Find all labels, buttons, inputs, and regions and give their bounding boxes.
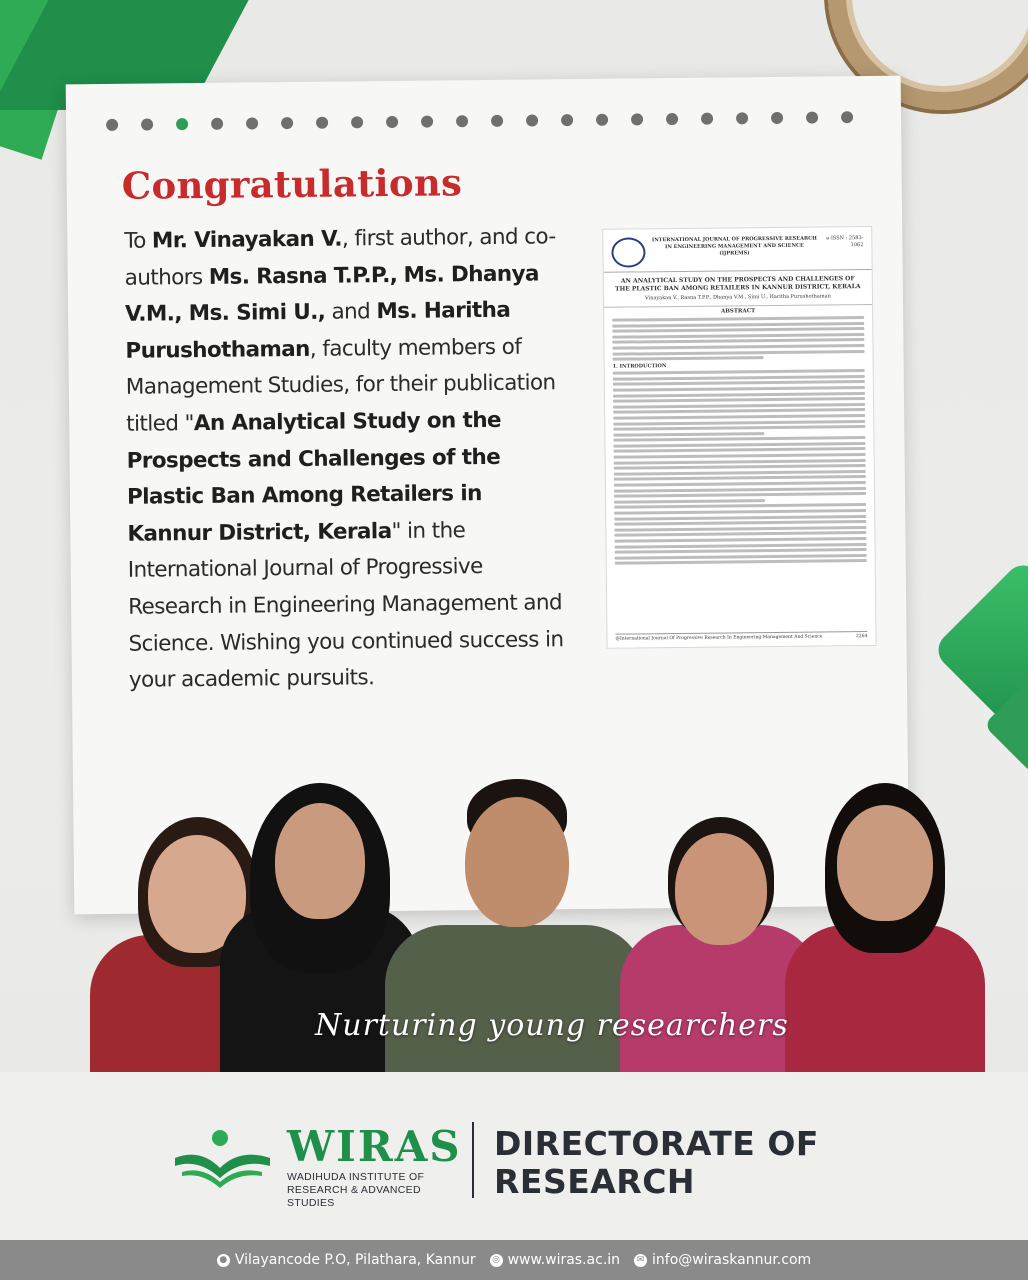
journal-abstract-label: ABSTRACT — [604, 304, 872, 316]
paper-hole — [666, 113, 678, 125]
journal-authors: Vinayakan V., Rasna T.P.P., Dhanya V.M., Simi U., Haritha Purushothaman — [645, 293, 831, 302]
tagline: Nurturing young researchers — [315, 1008, 789, 1043]
footer-address — [217, 1252, 476, 1268]
journal-footer — [615, 631, 867, 642]
paper-hole — [386, 116, 398, 128]
paper-hole — [771, 112, 783, 124]
brand-name: WIRAS — [287, 1122, 462, 1171]
paper-hole — [246, 117, 258, 129]
paper-hole — [281, 117, 293, 129]
footer-website[interactable] — [490, 1252, 620, 1268]
journal-footer-text: @International Journal Of Progressive Research In Engineering Management And Science — [615, 634, 823, 642]
message-text: To — [124, 228, 153, 254]
address-text: Vilayancode P.O, Pilathara, Kannur — [234, 1252, 476, 1268]
journal-header — [603, 227, 871, 273]
coauthor-name: Ms. Dhanya V.M., Ms. Simi U., — [124, 261, 539, 327]
paper-hole — [421, 116, 433, 128]
person-photo — [785, 775, 985, 1075]
journal-text-lines — [604, 313, 875, 571]
paper-hole — [736, 112, 748, 124]
paper-hole — [211, 118, 223, 130]
paper-hole — [561, 114, 573, 126]
paper-hole — [351, 116, 363, 128]
first-author-name: Mr. Vinayakan V. — [151, 226, 343, 254]
paper-hole — [526, 114, 538, 126]
congratulations-message — [124, 219, 574, 699]
paper-hole — [176, 118, 188, 130]
globe-icon: ◎ — [490, 1254, 503, 1267]
journal-page-number: 2264 — [856, 634, 868, 640]
paper-hole — [456, 115, 468, 127]
email-icon: ✉ — [634, 1254, 647, 1267]
journal-article-title: AN ANALYTICAL STUDY ON THE PROSPECTS AND CHALLENGES OF THE PLASTIC BAN AMONG RETAILERS IN KANNUR DISTRICT, KERALA — [615, 275, 861, 293]
coauthor-name: Ms. Haritha Purushothaman — [125, 297, 511, 364]
website-link[interactable]: www.wiras.ac.in — [507, 1252, 621, 1268]
paper-hole — [491, 115, 503, 127]
footer-email[interactable] — [634, 1252, 811, 1268]
paper-hole — [631, 113, 643, 125]
paper-holes — [106, 111, 853, 131]
department-title — [494, 1125, 819, 1201]
paper-hole — [106, 119, 118, 131]
email-link[interactable]: info@wiraskannur.com — [652, 1252, 812, 1268]
journal-article-thumbnail — [602, 226, 876, 649]
department-title-line: DIRECTORATE OF — [494, 1124, 819, 1163]
message-text: and — [325, 299, 377, 325]
journal-issn: e-ISSN : 2583-1062 — [826, 235, 864, 249]
publication-title: An Analytical Study on the Prospects and Challenges of the Plastic Ban Among Retailers in Kannur District, Kerala — [126, 407, 502, 547]
congratulations-heading: Congratulations — [121, 160, 463, 208]
paper-hole — [316, 117, 328, 129]
coauthor-name: Ms. Rasna T.P.P., — [208, 262, 398, 290]
brand-subtitle: WADIHUDA INSTITUTE OF RESEARCH & ADVANCED STUDIES — [287, 1171, 425, 1209]
message-text: , faculty members of Management Studies, for their publication titled " — [125, 334, 556, 437]
department-title-line: RESEARCH — [494, 1162, 696, 1201]
journal-logo-icon — [611, 237, 645, 267]
contact-footer — [0, 1240, 1028, 1280]
paper-hole — [701, 113, 713, 125]
message-text: " in the International Journal of Progressive Research in Engineering Management and Science. Wishing you continued success in your academic pursuits. — [127, 517, 564, 693]
brand-divider — [472, 1122, 474, 1198]
paper-hole — [806, 112, 818, 124]
message-text: , first author, and co-authors — [124, 224, 556, 291]
paper-hole — [841, 111, 853, 123]
journal-intro-label: 1. INTRODUCTION — [612, 363, 667, 370]
paper-hole — [141, 118, 153, 130]
location-pin-icon: ● — [217, 1254, 230, 1267]
wiras-logo-icon — [170, 1128, 275, 1188]
paper-hole — [596, 114, 608, 126]
journal-name: INTERNATIONAL JOURNAL OF PROGRESSIVE RESEARCH IN ENGINEERING MANAGEMENT AND SCIENCE (IJPREMS) — [651, 235, 817, 257]
